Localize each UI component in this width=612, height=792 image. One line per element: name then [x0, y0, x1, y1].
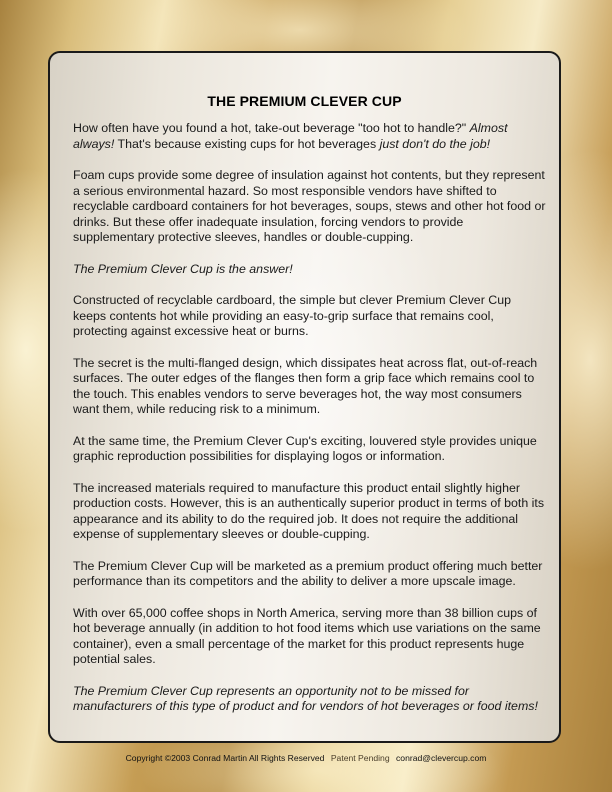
paragraph-marketing: The Premium Clever Cup will be marketed as a premium product offering much better performance than its competitors and the ability to deliver a more upscale image. [73, 558, 543, 588]
patent-text: Patent Pending [330, 753, 390, 763]
answer-emphasis: The Premium Clever Cup is the answer! [73, 261, 293, 276]
body-text [73, 121, 546, 715]
contact-email[interactable]: conrad@clevercup.com [396, 753, 487, 763]
intro-emphasis-b: just don't do the job! [379, 136, 491, 151]
paragraph-construction: Constructed of recyclable cardboard, the simple but clever Premium Clever Cup keeps contents hot while providing an easy-to-grip surface that remains cool, protecting against excessive heat or burns. [73, 293, 511, 338]
page-title: THE PREMIUM CLEVER CUP [207, 93, 402, 109]
conclusion-emphasis: The Premium Clever Cup represents an opportunity not to be missed for manufacturers of this type of product and for vendors of hot beverages or food items! [73, 683, 538, 713]
intro-text-a: How often have you found a hot, take-out beverage "too hot to handle?" [73, 121, 470, 135]
paragraph-style: At the same time, the Premium Clever Cup's exciting, louvered style provides unique graphic reproduction possibilities for displaying logos or information. [73, 433, 537, 463]
document-card [48, 51, 561, 743]
paragraph-secret: The secret is the multi-flanged design, which dissipates heat across flat, out-of-reach surfaces. The outer edges of the flanges then form a grip face which remains cool to the touch. This enables vendors to serve beverages hot, the way most consumers want them, while reducing risk to a minimum. [73, 355, 538, 416]
paragraph-market-size: With over 65,000 coffee shops in North America, serving more than 38 billion cups of hot beverage annually (in addition to hot food items which use variations on the same container), even a small percentage of the market for this product represents huge potential sales. [73, 605, 541, 666]
intro-text-b: That's because existing cups for hot beverages [114, 136, 380, 151]
paragraph-intro [73, 121, 546, 152]
intro-emphasis-a: Almost always! [73, 121, 508, 151]
footer [0, 753, 612, 763]
paragraph-costs: The increased materials required to manufacture this product entail slightly higher production costs. However, this is an authentically superior product in terms of both its appearance and its ability to do the required job. It does not require the additional expense of supplementary sleeves or double-cupping. [73, 480, 545, 541]
paragraph-foam-cups: Foam cups provide some degree of insulation against hot contents, but they represent a serious environmental hazard. So most responsible vendors have shifted to recyclable cardboard containers for hot beverages, soups, stews and other hot food or drinks. But these offer inadequate insulation, forcing vendors to provide supplementary protective sleeves, handles or double-cupping. [73, 168, 546, 244]
paragraph-answer [73, 262, 546, 278]
paragraph-conclusion [73, 684, 546, 715]
copyright-text: Copyright ©2003 Conrad Martin All Rights Reserved [125, 753, 325, 763]
